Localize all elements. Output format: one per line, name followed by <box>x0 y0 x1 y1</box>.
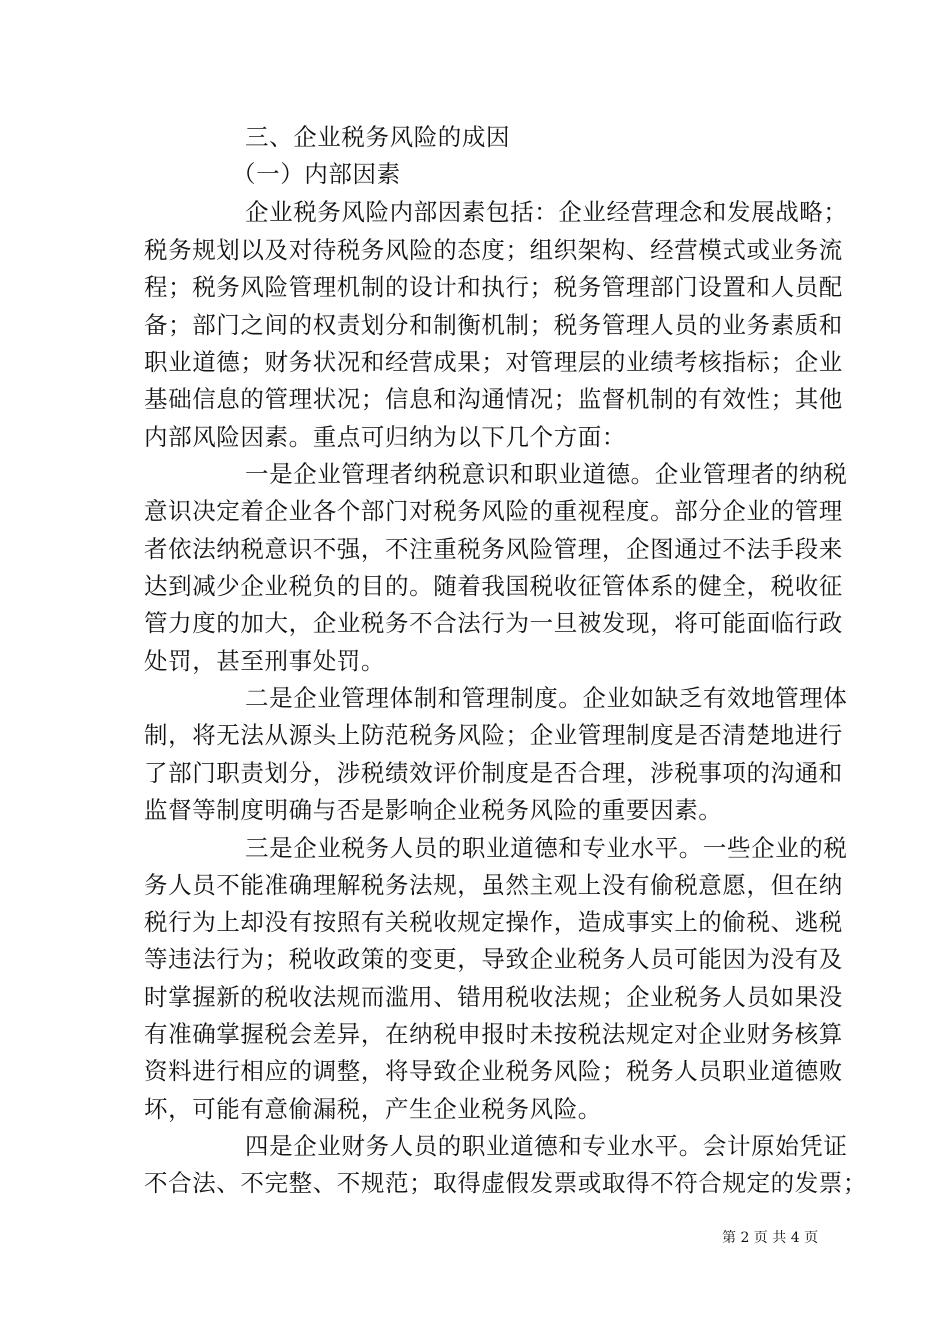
paragraph-line: 三是企业税务人员的职业道德和专业水平。一些企业的税 <box>245 834 848 862</box>
paragraph-line: 职业道德；财务状况和经营成果；对管理层的业绩考核指标；企业 <box>144 348 843 376</box>
paragraph-line: 程；税务风险管理机制的设计和执行；税务管理部门设置和人员配 <box>144 273 843 301</box>
paragraph-line: 税行为上却没有按照有关税收规定操作，造成事实上的偷税、逃税 <box>144 908 843 936</box>
paragraph-line: 资料进行相应的调整，将导致企业税务风险；税务人员职业道德败 <box>144 1057 843 1085</box>
paragraph-line: 处罚，甚至刑事处罚。 <box>144 647 385 675</box>
paragraph-line: 备；部门之间的权责划分和制衡机制；税务管理人员的业务素质和 <box>144 311 843 339</box>
paragraph-line: 管力度的加大，企业税务不合法行为一旦被发现，将可能面临行政 <box>144 609 843 637</box>
paragraph-line: 制，将无法从源头上防范税务风险；企业管理制度是否清楚地进行 <box>144 721 843 749</box>
paragraph-line: 企业税务风险内部因素包括：企业经营理念和发展战略； <box>245 198 848 226</box>
paragraph-line: 内部风险因素。重点可归纳为以下几个方面： <box>144 423 626 451</box>
paragraph-line: 二是企业管理体制和管理制度。企业如缺乏有效地管理体 <box>245 684 848 712</box>
paragraph-line: 监督等制度明确与否是影响企业税务风险的重要因素。 <box>144 796 723 824</box>
paragraph-line: 不合法、不完整、不规范；取得虚假发票或取得不符合规定的发票； <box>144 1169 867 1197</box>
section-title: 三、企业税务风险的成因 <box>245 123 511 151</box>
paragraph-line: 一是企业管理者纳税意识和职业道德。企业管理者的纳税 <box>245 460 848 488</box>
paragraph-line: 意识决定着企业各个部门对税务风险的重视程度。部分企业的管理 <box>144 497 843 525</box>
paragraph-line: 基础信息的管理状况；信息和沟通情况；监督机制的有效性；其他 <box>144 385 843 413</box>
paragraph-line: 者依法纳税意识不强，不注重税务风险管理，企图通过不法手段来 <box>144 535 843 563</box>
paragraph-line: 四是企业财务人员的职业道德和专业水平。会计原始凭证 <box>245 1132 848 1160</box>
paragraph-line: 有准确掌握税会差异，在纳税申报时未按税法规定对企业财务核算 <box>144 1020 843 1048</box>
paragraph-line: 坏，可能有意偷漏税，产生企业税务风险。 <box>144 1095 602 1123</box>
paragraph-line: 时掌握新的税收法规而滥用、错用税收法规；企业税务人员如果没 <box>144 983 843 1011</box>
paragraph-line: 了部门职责划分，涉税绩效评价制度是否合理，涉税事项的沟通和 <box>144 759 843 787</box>
paragraph-line: 务人员不能准确理解税务法规，虽然主观上没有偷税意愿，但在纳 <box>144 871 843 899</box>
page-number-footer: 第 2 页 共 4 页 <box>722 1230 819 1246</box>
subsection-title: （一）内部因素 <box>232 160 401 188</box>
paragraph-line: 税务规划以及对待税务风险的态度；组织架构、经营模式或业务流 <box>144 236 843 264</box>
paragraph-line: 等违法行为；税收政策的变更，导致企业税务人员可能因为没有及 <box>144 945 843 973</box>
paragraph-line: 达到减少企业税负的目的。随着我国税收征管体系的健全，税收征 <box>144 572 843 600</box>
